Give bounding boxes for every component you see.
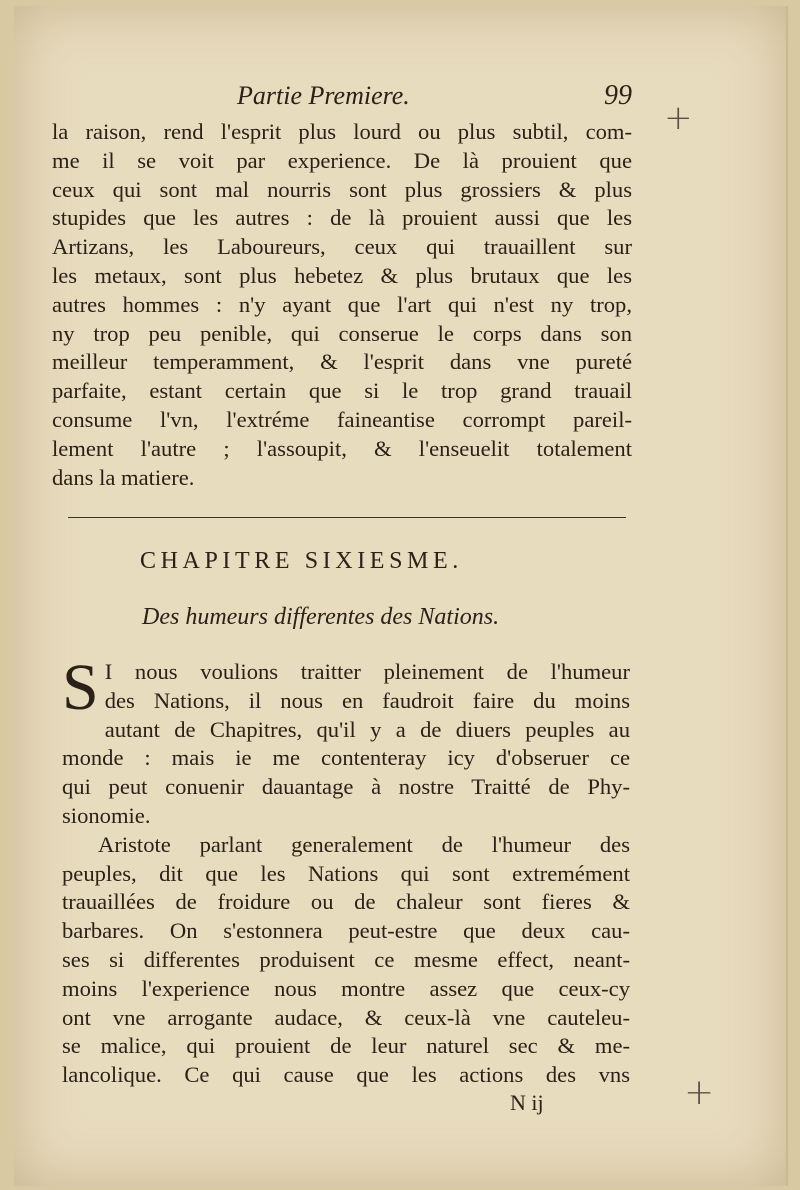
text-line: peuples, dit que les Nations qui sont extremément <box>62 860 630 886</box>
text-line: la raison, rend l'esprit plus lourd ou plus subtil, com- <box>52 119 632 144</box>
text-line: meilleur temperamment, & l'esprit dans vne pureté <box>52 349 632 375</box>
text-line: consume l'vn, l'extréme faineantise corrompt pareil- <box>52 406 632 432</box>
text-line: les metaux, sont plus hebetez & plus brutaux que les <box>52 262 632 288</box>
text-line: sionomie. <box>62 802 151 828</box>
text-line: parfaite, estant certain que si le trop grand trauail <box>52 378 632 404</box>
text-line: barbares. On s'estonnera peut-estre que deux cau- <box>62 918 630 944</box>
paragraph-2 <box>62 651 630 831</box>
text-line: trauaillées de froidure ou de chaleur sont fieres & <box>62 889 630 915</box>
text-line: moins l'experience nous montre assez que ceux-cy <box>62 975 630 1001</box>
pencil-cross-mark: + <box>664 98 693 138</box>
text-line: ses si differentes produisent ce mesme effect, neant- <box>62 946 630 972</box>
text-line: autres hommes : n'y ayant que l'art qui n'est ny trop, <box>52 291 632 317</box>
paragraph-1 <box>52 118 632 492</box>
chapter-body <box>62 651 630 1090</box>
text-line: qui peut conuenir dauantage à nostre Traitté de Phy- <box>62 774 630 800</box>
text-line: I nous voulions traitter pleinement de l'humeur <box>104 659 630 684</box>
paragraph-3 <box>62 831 630 1090</box>
pencil-cross-mark: + <box>684 1072 715 1113</box>
section-divider <box>68 517 626 518</box>
page-top-content <box>52 80 632 492</box>
text-line: ont vne arrogante audace, & ceux-là vne cauteleu- <box>62 1004 630 1030</box>
text-line: Artizans, les Laboureurs, ceux qui trauaillent sur <box>52 234 632 260</box>
chapter-heading: CHAPITRE SIXIESME. <box>140 548 463 574</box>
drop-cap: S <box>62 651 99 724</box>
text-line: stupides que les autres : de là prouient aussi que les <box>52 205 632 231</box>
text-line: me il se voit par experience. De là prouient que <box>52 147 632 173</box>
chapter-subtitle: Des humeurs differentes des Nations. <box>142 604 500 630</box>
signature-mark: N ij <box>510 1090 544 1115</box>
text-line: ny trop peu penible, qui conserue le corps dans son <box>52 320 632 346</box>
running-header <box>52 80 632 118</box>
text-line: Aristote parlant generalement de l'humeur des <box>98 831 630 857</box>
running-title: Partie Premiere. <box>237 81 410 110</box>
text-line: monde : mais ie me contenteray icy d'obseruer ce <box>62 745 630 771</box>
text-line: lement l'autre ; l'assoupit, & l'enseuelit totalement <box>52 435 632 461</box>
text-line: lancolique. Ce qui cause que les actions des vns <box>62 1062 630 1088</box>
page-number: 99 <box>604 80 632 111</box>
text-line: autant de Chapitres, qu'il y a de diuers peuples au <box>104 716 630 742</box>
text-line: se malice, qui prouient de leur naturel sec & me- <box>62 1033 630 1059</box>
text-line: des Nations, il nous en faudroit faire du moins <box>104 687 630 713</box>
text-line: ceux qui sont mal nourris sont plus grossiers & plus <box>52 176 632 202</box>
text-line: dans la matiere. <box>52 464 195 490</box>
